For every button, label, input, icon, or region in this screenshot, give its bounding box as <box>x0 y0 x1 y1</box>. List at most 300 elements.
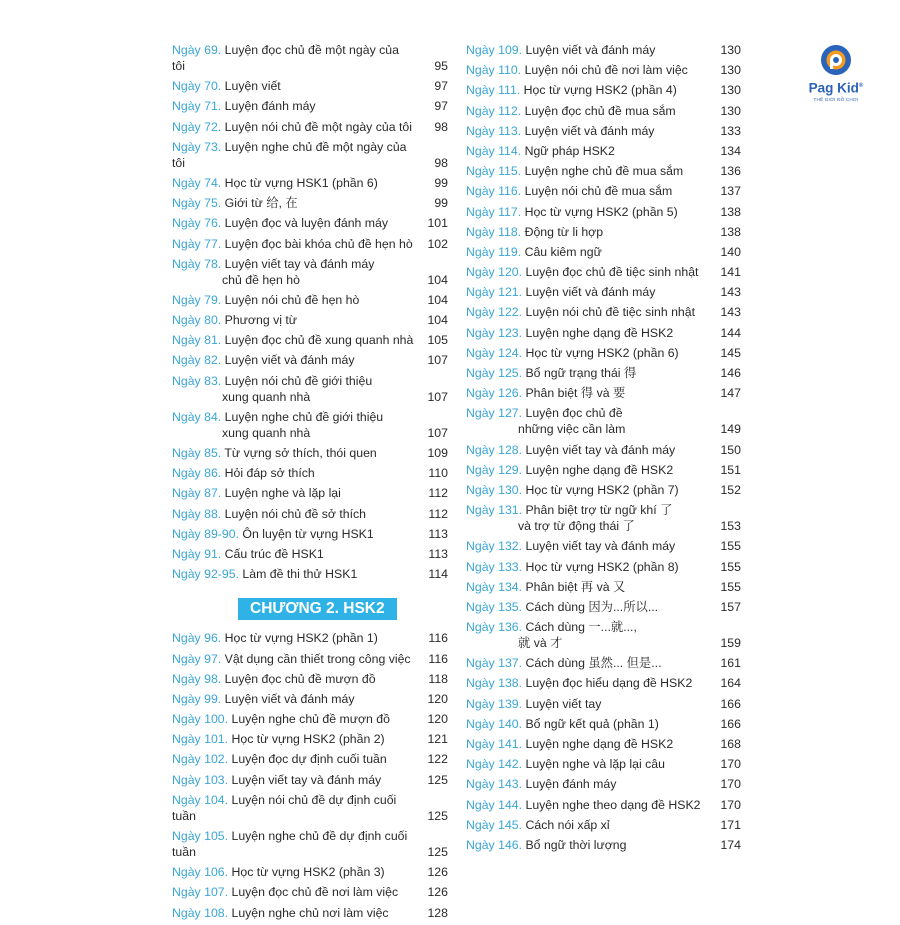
toc-day-label: Ngày 74. <box>172 175 222 190</box>
toc-entry <box>466 462 741 478</box>
toc-title: Luyện nghe theo dạng đề HSK2 <box>525 797 701 812</box>
toc-page-number: 155 <box>720 559 741 574</box>
toc-title: Luyện viết và đánh máy <box>224 691 355 706</box>
toc-page-number: 104 <box>427 292 448 307</box>
toc-page-number: 114 <box>428 567 448 582</box>
toc-day-label: Ngày 131. <box>466 503 523 518</box>
toc-entry <box>172 546 448 562</box>
toc-entry <box>172 352 448 368</box>
toc-title: Học từ vựng HSK2 (phần 1) <box>224 631 378 646</box>
toc-entry <box>466 224 741 240</box>
toc-title: Học từ vựng HSK2 (phần 2) <box>231 732 385 747</box>
toc-entry <box>466 442 741 458</box>
toc-page-number: 147 <box>720 386 741 401</box>
toc-page-number: 121 <box>427 732 448 747</box>
toc-title: Luyện viết tay và đánh máy <box>231 772 382 787</box>
toc-entry <box>172 256 448 288</box>
toc-entry <box>172 465 448 481</box>
toc-page-number: 143 <box>720 305 741 320</box>
toc-page-number: 144 <box>720 325 741 340</box>
toc-page-number: 125 <box>427 772 448 787</box>
toc-entry <box>172 630 448 646</box>
toc-title: Luyện đánh máy <box>224 99 316 114</box>
toc-title: Luyện đọc dự định cuối tuần <box>231 752 387 767</box>
toc-day-label: Ngày 101. <box>172 732 229 747</box>
toc-title: Luyện nói chủ đề một ngày của tôi <box>224 119 412 134</box>
toc-page-number: 109 <box>427 446 448 460</box>
toc-entry <box>172 195 448 211</box>
toc-title: Luyện đọc chủ đề một ngày của tôi <box>172 43 399 73</box>
toc-entry <box>466 655 741 671</box>
toc-title: Luyện nói chủ đề tiệc sinh nhật <box>525 305 696 320</box>
toc-page-number: 98 <box>434 119 448 134</box>
toc-page-number: 126 <box>427 885 448 900</box>
toc-title: Luyện nói chủ đề hẹn hò <box>224 292 360 307</box>
toc-title: Học từ vựng HSK2 (phần 7) <box>525 482 679 497</box>
toc-entry <box>466 599 741 615</box>
toc-day-label: Ngày 113. <box>466 123 522 138</box>
toc-title: Học từ vựng HSK2 (phần 3) <box>231 865 385 880</box>
toc-entry <box>466 716 741 732</box>
toc-title: Luyện viết tay và đánh máy <box>525 539 676 554</box>
toc-title: Luyện đọc chủ đề nơi làm việc <box>231 885 399 900</box>
toc-day-label: Ngày 116. <box>466 184 522 199</box>
toc-title: Luyện viết <box>224 79 281 94</box>
toc-entry <box>172 215 448 231</box>
toc-day-label: Ngày 118. <box>466 224 522 239</box>
toc-day-label: Ngày 77. <box>172 236 222 251</box>
toc-page-number: 113 <box>428 526 448 541</box>
toc-entry <box>172 485 448 501</box>
toc-day-label: Ngày 120. <box>466 265 523 280</box>
toc-day-label: Ngày 134. <box>466 579 523 594</box>
toc-page-number: 174 <box>720 837 741 852</box>
toc-title: Cách nói xấp xỉ <box>525 817 610 832</box>
toc-entry <box>172 884 448 900</box>
toc-day-label: Ngày 141. <box>466 737 523 751</box>
toc-day-label: Ngày 88. <box>172 506 222 521</box>
toc-day-label: Ngày 110. <box>466 63 522 78</box>
toc-day-label: Ngày 84. <box>172 409 222 424</box>
toc-right-column <box>466 42 741 857</box>
toc-left-column <box>172 42 448 925</box>
toc-page-number: 116 <box>428 651 448 666</box>
toc-day-label: Ngày 127. <box>466 406 523 421</box>
toc-title: Luyện nghe và lặp lại <box>224 486 341 501</box>
toc-page-number: 161 <box>720 656 741 671</box>
toc-page-number: 122 <box>427 752 448 767</box>
toc-list-right <box>466 42 741 857</box>
toc-page-number: 136 <box>720 164 741 179</box>
toc-page-number: 149 <box>720 422 741 437</box>
toc-title: Học từ vựng HSK2 (phần 4) <box>523 83 677 98</box>
toc-entry <box>172 332 448 348</box>
toc-title: Luyện nói chủ đề giới thiệu <box>224 373 373 388</box>
toc-title: Luyện đọc chủ đề mua sắm <box>524 103 676 118</box>
toc-day-label: Ngày 70. <box>172 79 222 94</box>
toc-title: Cách dùng 因为...所以... <box>525 599 659 614</box>
toc-entry <box>172 691 448 707</box>
toc-day-label: Ngày 80. <box>172 313 222 328</box>
toc-title: Luyện viết và đánh máy <box>224 353 355 368</box>
toc-title: Phương vị từ <box>224 313 298 328</box>
toc-page-number: 128 <box>427 905 448 920</box>
toc-day-label: Ngày 73. <box>172 139 222 154</box>
toc-page-number: 101 <box>427 216 448 231</box>
toc-page-number: 99 <box>434 196 448 211</box>
toc-title: Học từ vựng HSK2 (phần 8) <box>525 559 679 574</box>
toc-day-label: Ngày 135. <box>466 599 523 614</box>
toc-day-label: Ngày 123. <box>466 325 523 340</box>
toc-entry <box>466 183 741 199</box>
toc-page-number: 130 <box>720 103 741 118</box>
toc-day-label: Ngày 144. <box>466 797 523 812</box>
toc-page-number: 166 <box>720 716 741 731</box>
brand-name: Pag Kid® <box>808 80 864 96</box>
toc-title: Từ vựng sở thích, thói quen <box>224 446 377 460</box>
toc-day-label: Ngày 87. <box>172 486 222 501</box>
toc-day-label: Ngày 139. <box>466 696 523 711</box>
toc-day-label: Ngày 96. <box>172 631 222 646</box>
toc-entry <box>172 98 448 114</box>
toc-title: Học từ vựng HSK2 (phần 5) <box>524 204 678 219</box>
toc-day-label: Ngày 97. <box>172 651 222 666</box>
toc-page-number: 138 <box>720 204 741 219</box>
toc-day-label: Ngày 111. <box>466 83 521 98</box>
toc-entry <box>172 792 448 824</box>
toc-title: Luyện đánh máy <box>525 777 617 792</box>
toc-entry <box>466 42 741 58</box>
toc-title: Phân biệt trợ từ ngữ khí 了 <box>525 503 673 518</box>
toc-title: Luyện viết và đánh máy <box>525 43 656 57</box>
toc-entry <box>172 566 448 582</box>
toc-entry <box>466 619 741 651</box>
toc-page-number: 120 <box>427 712 448 727</box>
toc-page-number: 152 <box>720 482 741 497</box>
toc-page-number: 143 <box>720 285 741 300</box>
toc-day-label: Ngày 108. <box>172 905 229 920</box>
toc-page-number: 110 <box>428 466 448 481</box>
toc-page-number: 104 <box>427 272 448 287</box>
toc-title: Luyện đọc chủ đề mượn đồ <box>224 671 376 686</box>
toc-title: Bổ ngữ thời lượng <box>525 837 627 852</box>
pagkid-logo-icon <box>820 44 852 76</box>
toc-title: Phân biệt 得 và 要 <box>525 386 626 401</box>
toc-entry <box>172 731 448 747</box>
toc-entry <box>466 82 741 98</box>
toc-page-number: 130 <box>720 83 741 98</box>
toc-title: Luyện nghe chủ đề mượn đồ <box>231 712 390 727</box>
toc-day-label: Ngày 129. <box>466 462 523 477</box>
toc-day-label: Ngày 79. <box>172 292 222 307</box>
toc-title: Luyện nói chủ đề mua sắm <box>524 184 673 199</box>
toc-day-label: Ngày 72. <box>172 119 222 134</box>
toc-day-label: Ngày 104. <box>172 792 229 807</box>
toc-title: Ôn luyện từ vựng HSK1 <box>242 526 374 541</box>
toc-title: Cấu trúc đề HSK1 <box>224 546 324 561</box>
toc-entry <box>172 772 448 788</box>
toc-entry <box>172 751 448 767</box>
toc-title: Luyện đọc chủ đề tiệc sinh nhật <box>525 265 699 280</box>
toc-page-number: 104 <box>427 313 448 328</box>
toc-page-number: 133 <box>720 123 741 138</box>
toc-page-number: 166 <box>720 696 741 711</box>
toc-page-number: 112 <box>428 506 448 521</box>
toc-day-label: Ngày 99. <box>172 691 222 706</box>
toc-page-number: 145 <box>720 345 741 360</box>
toc-title: Bổ ngữ trạng thái 得 <box>525 366 637 380</box>
toc-entry <box>466 345 741 361</box>
toc-entry <box>466 244 741 260</box>
toc-page-number: 141 <box>720 265 741 280</box>
toc-entry <box>466 696 741 712</box>
toc-title: Làm đề thi thử HSK1 <box>242 567 358 582</box>
toc-page-number: 97 <box>434 99 448 114</box>
toc-page-number: 164 <box>720 676 741 691</box>
toc-day-label: Ngày 102. <box>172 752 229 767</box>
toc-title: Vật dụng cần thiết trong công việc <box>224 651 411 666</box>
toc-page-number: 146 <box>720 366 741 380</box>
toc-title: Luyện viết tay và đánh máy <box>525 442 676 457</box>
toc-entry <box>466 385 741 401</box>
toc-page-number: 112 <box>428 486 448 501</box>
toc-entry <box>172 526 448 542</box>
toc-title: Luyện viết và đánh máy <box>525 285 656 300</box>
toc-entry <box>172 864 448 880</box>
toc-title: Luyện nghe chủ đề giới thiệu <box>224 409 384 424</box>
toc-title: Cách dùng 虽然... 但是... <box>525 656 662 671</box>
toc-entry <box>466 482 741 498</box>
toc-title: Luyện đọc hiểu dạng đề HSK2 <box>525 676 693 691</box>
toc-day-label: Ngày 115. <box>466 164 522 179</box>
toc-day-label: Ngày 130. <box>466 482 523 497</box>
toc-title-continued: xung quanh nhà <box>222 389 311 404</box>
toc-title: Luyện viết tay và đánh máy <box>224 256 375 271</box>
toc-entry <box>466 365 741 381</box>
toc-day-label: Ngày 109. <box>466 43 523 57</box>
toc-page-number: 170 <box>720 757 741 772</box>
toc-page-number: 105 <box>427 333 448 348</box>
toc-day-label: Ngày 98. <box>172 671 222 686</box>
toc-page-number: 155 <box>720 579 741 594</box>
chapter-heading: CHƯƠNG 2. HSK2 <box>238 598 397 620</box>
toc-entry <box>466 103 741 119</box>
toc-entry <box>172 292 448 308</box>
toc-day-label: Ngày 140. <box>466 716 523 731</box>
toc-page-number: 107 <box>427 353 448 368</box>
toc-title-continued: chủ đề hẹn hò <box>222 272 300 287</box>
toc-title: Luyện đọc chủ đề xung quanh nhà <box>224 333 414 348</box>
toc-day-label: Ngày 78. <box>172 256 222 271</box>
toc-entry <box>466 163 741 179</box>
toc-day-label: Ngày 103. <box>172 772 229 787</box>
toc-entry <box>466 776 741 792</box>
toc-entry <box>172 175 448 191</box>
toc-page-number: 159 <box>720 636 741 651</box>
toc-entry <box>466 817 741 833</box>
toc-page-number: 150 <box>720 442 741 457</box>
toc-day-label: Ngày 75. <box>172 196 222 211</box>
toc-entry <box>172 409 448 441</box>
toc-entry <box>466 579 741 595</box>
toc-title: Luyện nghe dạng đề HSK2 <box>525 325 674 340</box>
toc-day-label: Ngày 71. <box>172 99 222 114</box>
toc-entry <box>466 797 741 813</box>
toc-entry <box>466 325 741 341</box>
toc-entry <box>466 264 741 280</box>
toc-entry <box>466 675 741 691</box>
toc-day-label: Ngày 82. <box>172 353 222 368</box>
toc-page-number: 140 <box>720 244 741 259</box>
toc-entry <box>172 312 448 328</box>
toc-day-label: Ngày 76. <box>172 216 222 231</box>
toc-page-number: 153 <box>720 519 741 534</box>
toc-page-number: 170 <box>720 797 741 812</box>
toc-page-number: 134 <box>720 143 741 158</box>
toc-entry <box>172 671 448 687</box>
toc-entry <box>172 139 448 171</box>
toc-page-number: 116 <box>428 631 448 646</box>
toc-entry <box>466 284 741 300</box>
toc-entry <box>172 905 448 921</box>
toc-day-label: Ngày 138. <box>466 676 523 691</box>
toc-entry <box>466 405 741 437</box>
toc-page-number: 95 <box>434 59 448 73</box>
toc-day-label: Ngày 107. <box>172 885 229 900</box>
toc-title: Luyện nói chủ đề nơi làm việc <box>524 63 688 78</box>
toc-title: Luyện viết và đánh máy <box>524 123 655 138</box>
toc-day-label: Ngày 136. <box>466 620 523 635</box>
toc-title: Luyện đọc chủ đề <box>525 406 623 421</box>
toc-page-number: 107 <box>427 389 448 404</box>
toc-title: Cách dùng 一...就..., <box>525 620 637 635</box>
toc-day-label: Ngày 142. <box>466 757 523 772</box>
toc-day-label: Ngày 86. <box>172 466 222 481</box>
toc-entry <box>172 42 448 74</box>
toc-page-number: 157 <box>720 599 741 614</box>
toc-page-number: 151 <box>720 462 741 477</box>
toc-page-number: 113 <box>428 546 448 561</box>
toc-title: Học từ vựng HSK2 (phần 6) <box>525 345 679 360</box>
toc-entry <box>172 78 448 94</box>
toc-entry <box>466 837 741 853</box>
toc-page-number: 137 <box>720 184 741 199</box>
toc-page-number: 170 <box>720 777 741 792</box>
toc-entry <box>466 559 741 575</box>
toc-day-label: Ngày 146. <box>466 837 523 852</box>
toc-title: Luyện nghe và lặp lại câu <box>525 757 665 772</box>
toc-day-label: Ngày 132. <box>466 539 523 554</box>
toc-page-number: 155 <box>720 539 741 554</box>
brand-logo <box>800 44 872 103</box>
toc-title: Ngữ pháp HSK2 <box>524 143 615 158</box>
toc-page-number: 118 <box>428 671 448 686</box>
toc-title: Phân biệt 再 và 又 <box>525 579 626 594</box>
toc-day-label: Ngày 122. <box>466 305 523 320</box>
toc-page-number: 130 <box>720 63 741 78</box>
toc-day-label: Ngày 117. <box>466 204 522 219</box>
toc-entry <box>172 506 448 522</box>
toc-entry <box>466 756 741 772</box>
toc-day-label: Ngày 85. <box>172 446 222 460</box>
toc-title-continued: và trợ từ động thái 了 <box>518 519 635 534</box>
toc-entry <box>172 373 448 405</box>
toc-page-number: 126 <box>427 865 448 880</box>
toc-title: Bổ ngữ kết quả (phần 1) <box>525 716 659 731</box>
toc-day-label: Ngày 119. <box>466 244 522 259</box>
toc-entry <box>466 538 741 554</box>
toc-title: Luyện viết tay <box>525 696 602 711</box>
toc-title: Luyện nghe dạng đề HSK2 <box>525 462 674 477</box>
toc-title: Luyện nghe chủ đề một ngày của tôi <box>172 139 407 170</box>
toc-day-label: Ngày 137. <box>466 656 523 671</box>
toc-page-number: 102 <box>427 236 448 251</box>
toc-day-label: Ngày 100. <box>172 712 229 727</box>
toc-entry <box>466 143 741 159</box>
toc-title-continued: xung quanh nhà <box>222 425 311 440</box>
toc-title: Luyện nghe dạng đề HSK2 <box>525 737 674 751</box>
toc-day-label: Ngày 128. <box>466 442 523 457</box>
toc-title: Luyện nghe chủ đề dự định cuối tuần <box>172 829 408 859</box>
toc-page-number: 138 <box>720 224 741 239</box>
toc-day-label: Ngày 114. <box>466 143 522 158</box>
toc-entry <box>172 711 448 727</box>
toc-title: Động từ li hợp <box>524 224 604 239</box>
toc-entry <box>466 502 741 534</box>
toc-page-number: 98 <box>434 155 448 170</box>
toc-entry <box>466 204 741 220</box>
toc-day-label: Ngày 124. <box>466 345 523 360</box>
toc-day-label: Ngày 106. <box>172 865 229 880</box>
toc-page-number: 130 <box>720 43 741 57</box>
toc-page-number: 168 <box>720 737 741 751</box>
toc-title: Học từ vựng HSK1 (phần 6) <box>224 175 378 190</box>
toc-day-label: Ngày 91. <box>172 546 222 561</box>
toc-title-continued: những việc cần làm <box>518 422 626 437</box>
toc-entry <box>466 736 741 752</box>
toc-day-label: Ngày 145. <box>466 817 523 832</box>
toc-day-label: Ngày 83. <box>172 373 222 388</box>
toc-entry <box>172 236 448 252</box>
toc-list-chapter2 <box>172 630 448 924</box>
toc-entry <box>466 123 741 139</box>
toc-title: Luyện nghe chủ đề mua sắm <box>524 164 684 179</box>
toc-title: Luyện đọc bài khóa chủ đề hẹn hò <box>224 236 413 251</box>
toc-day-label: Ngày 143. <box>466 777 523 792</box>
toc-title: Luyện đọc và luyện đánh máy <box>224 216 389 231</box>
toc-entry <box>466 304 741 320</box>
toc-day-label: Ngày 121. <box>466 285 523 300</box>
toc-day-label: Ngày 126. <box>466 386 523 401</box>
toc-title: Hỏi đáp sở thích <box>224 466 315 481</box>
toc-day-label: Ngày 89-90. <box>172 526 239 541</box>
toc-day-label: Ngày 92-95. <box>172 567 239 582</box>
toc-day-label: Ngày 112. <box>466 103 522 118</box>
toc-day-label: Ngày 105. <box>172 829 229 843</box>
toc-page-number: 125 <box>427 808 448 823</box>
toc-page-number: 120 <box>427 691 448 706</box>
toc-title: Luyện nghe chủ nơi làm việc <box>231 905 389 920</box>
brand-tagline: THẾ GIỚI ĐỒ CHƠI <box>813 96 859 102</box>
toc-title: Luyện nói chủ đề dự định cuối tuần <box>172 792 397 823</box>
toc-page-number: 99 <box>434 175 448 190</box>
toc-entry <box>172 119 448 135</box>
toc-day-label: Ngày 69. <box>172 43 222 57</box>
toc-entry <box>172 445 448 461</box>
toc-title: Luyện nói chủ đề sở thích <box>224 506 367 521</box>
toc-entry <box>172 828 448 860</box>
toc-page-number: 171 <box>720 817 741 832</box>
